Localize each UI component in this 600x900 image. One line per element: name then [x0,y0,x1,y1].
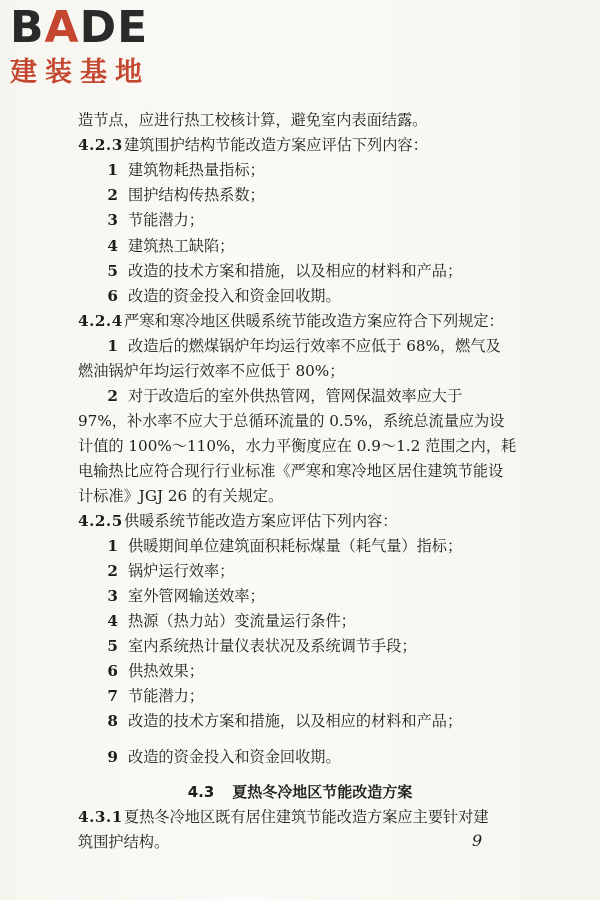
list-item-number: 9 [107,748,118,766]
list-item [0,659,600,683]
list-item-text: 热源（热力站）变流量运行条件； [128,612,356,630]
paragraph-line [0,359,600,383]
list-item-number: 1 [107,161,118,179]
list-item-text: 供热效果； [128,662,204,680]
list-item-text: 建筑热工缺陷； [128,237,235,255]
list-item-number: 7 [107,687,118,705]
clause-number: 4.2.3 [78,136,123,154]
paragraph-text: 燃油锅炉年均运行效率不应低于 80%； [78,362,345,380]
list-item [0,384,600,408]
list-item-text: 改造的技术方案和措施，以及相应的材料和产品； [128,712,463,730]
page-number: 9 [472,831,483,850]
list-item-number: 4 [107,612,118,630]
paragraph-text: 筑围护结构。 [78,833,170,851]
paragraph-line [0,459,600,483]
list-item [0,284,600,308]
bade-logo [10,2,180,90]
list-item [0,634,600,658]
clause-number: 4.2.5 [78,512,123,530]
list-item-text: 改造后的燃煤锅炉年均运行效率不应低于 68%，燃气及 [128,337,501,355]
list-item-text: 供暖期间单位建筑面积耗标煤量（耗气量）指标； [128,537,463,555]
list-item-number: 1 [107,537,118,555]
section-clause [0,133,600,157]
list-item-text: 改造的资金投入和资金回收期。 [128,748,341,766]
paragraph-text: 造节点，应进行热工校核计算，避免室内表面结露。 [78,111,428,129]
list-item-number: 1 [107,337,118,355]
list-item-number: 3 [107,211,118,229]
logo-latin-text: BADE [10,2,149,53]
list-item [0,259,600,283]
list-item-text: 节能潜力； [128,687,204,705]
list-item [0,183,600,207]
list-item-number: 5 [107,637,118,655]
clause-text: 严寒和寒冷地区供暖系统节能改造方案应符合下列规定： [124,312,504,330]
list-item-number: 2 [107,387,118,405]
section-clause [0,805,600,829]
list-item-number: 3 [107,587,118,605]
list-item [0,609,600,633]
heading-title: 夏热冬冷地区节能改造方案 [232,783,413,801]
list-item-text: 室内系统热计量仪表状况及系统调节手段； [128,637,417,655]
clause-number: 4.3.1 [78,808,123,826]
clause-text: 建筑围护结构节能改造方案应评估下列内容： [124,136,428,154]
logo-chinese-text: 建装基地 [10,57,150,88]
paragraph-text: 计标准》JGJ 26 的有关规定。 [78,487,284,505]
list-item [0,158,600,182]
paragraph-line [0,409,600,433]
clause-text: 供暖系统节能改造方案应评估下列内容： [124,512,398,530]
list-item [0,534,600,558]
paragraph-line [0,484,600,508]
list-item-text: 对于改造后的室外供热管网，管网保温效率应大于 [128,387,463,405]
list-item-number: 4 [107,237,118,255]
list-item-number: 2 [107,186,118,204]
list-item-number: 6 [107,287,118,305]
clause-text: 夏热冬冷地区既有居住建筑节能改造方案应主要针对建 [124,808,489,826]
list-item [0,234,600,258]
list-item-text: 节能潜力； [128,211,204,229]
list-item-text: 改造的资金投入和资金回收期。 [128,287,341,305]
list-item [0,709,600,733]
list-item-text: 锅炉运行效率； [128,562,235,580]
clause-number: 4.2.4 [78,312,123,330]
list-item [0,684,600,708]
section-clause [0,309,600,333]
paragraph-line [0,108,600,132]
list-item-number: 6 [107,662,118,680]
list-item-number: 2 [107,562,118,580]
paragraph-text: 97%，补水率不应大于总循环流量的 0.5%，系统总流量应为设 [78,412,505,430]
paragraph-line [0,830,600,854]
list-item-text: 围护结构传热系数； [128,186,265,204]
list-item [0,559,600,583]
paragraph-text: 电输热比应符合现行行业标准《严寒和寒冷地区居住建筑节能设 [78,462,504,480]
list-item [0,334,600,358]
section-heading [0,780,600,804]
list-item-text: 建筑物耗热量指标； [128,161,265,179]
list-item-number: 5 [107,262,118,280]
paragraph-text: 计值的 100%～110%，水力平衡度应在 0.9～1.2 范围之内，耗 [78,437,517,455]
heading-number: 4.3 [187,783,215,801]
paragraph-line [0,434,600,458]
list-item-text: 室外管网输送效率； [128,587,265,605]
section-clause [0,509,600,533]
list-item [0,208,600,232]
list-item [0,745,600,769]
list-item [0,584,600,608]
list-item-text: 改造的技术方案和措施，以及相应的材料和产品； [128,262,463,280]
list-item-number: 8 [107,712,118,730]
